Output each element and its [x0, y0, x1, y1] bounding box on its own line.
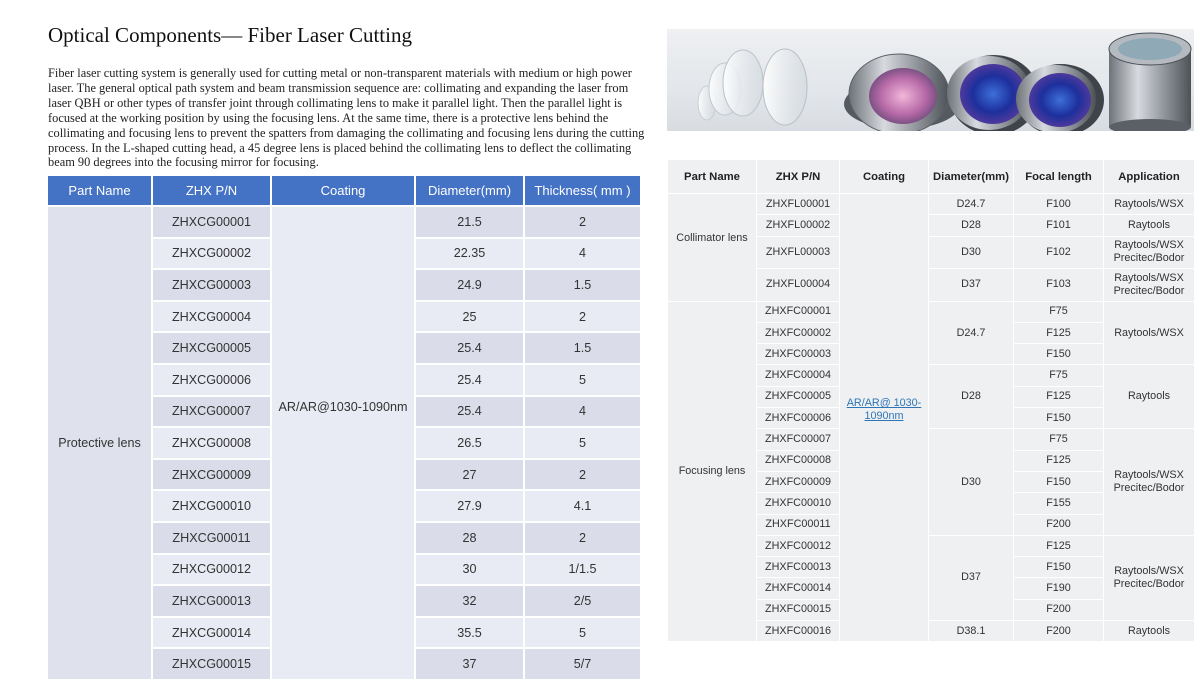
diameter-cell: D24.7 — [929, 301, 1014, 365]
thickness-cell: 1.5 — [525, 270, 640, 300]
pn-cell: ZHXCG00012 — [153, 555, 270, 585]
pn-cell: ZHXCG00013 — [153, 586, 270, 616]
header-diameter: Diameter(mm) — [929, 160, 1014, 194]
coating-cell: AR/AR@1030-1090nm — [272, 207, 414, 679]
pn-cell: ZHXCG00003 — [153, 270, 270, 300]
pn-cell: ZHXCG00004 — [153, 302, 270, 332]
thickness-cell: 2 — [525, 207, 640, 237]
table-row — [48, 207, 640, 237]
pn-cell: ZHXCG00011 — [153, 523, 270, 553]
lens-photo-illustration — [667, 29, 1194, 131]
header-pn: ZHX P/N — [153, 176, 270, 205]
diameter-cell: 25.4 — [416, 333, 523, 363]
pn-cell: ZHXFC00011 — [757, 514, 840, 535]
focal-cell: F101 — [1014, 215, 1104, 236]
diameter-cell: D24.7 — [929, 194, 1014, 215]
page-title: Optical Components— Fiber Laser Cutting — [48, 23, 412, 47]
focal-cell: F150 — [1014, 344, 1104, 365]
thickness-cell: 4.1 — [525, 491, 640, 521]
pn-cell: ZHXFC00006 — [757, 408, 840, 429]
pn-cell: ZHXCG00006 — [153, 365, 270, 395]
focal-cell: F150 — [1014, 471, 1104, 492]
pn-cell: ZHXFL00003 — [757, 236, 840, 269]
pn-cell: ZHXFL00004 — [757, 269, 840, 302]
focal-cell: F75 — [1014, 365, 1104, 386]
pn-cell: ZHXFC00007 — [757, 429, 840, 450]
header-pn: ZHX P/N — [757, 160, 840, 194]
diameter-cell: D37 — [929, 269, 1014, 302]
pn-cell: ZHXFC00008 — [757, 450, 840, 471]
thickness-cell: 5/7 — [525, 649, 640, 679]
protective-lens-table — [46, 174, 642, 681]
part-name-focusing: Focusing lens — [668, 301, 757, 642]
application-cell: Raytools/WSX Precitec/Bodor — [1104, 269, 1195, 302]
header-part-name: Part Name — [668, 160, 757, 194]
pn-cell: ZHXCG00010 — [153, 491, 270, 521]
thickness-cell: 2 — [525, 523, 640, 553]
application-cell: Raytools/WSX Precitec/Bodor — [1104, 236, 1195, 269]
pn-cell: ZHXCG00014 — [153, 618, 270, 648]
pn-cell: ZHXFC00013 — [757, 557, 840, 578]
pn-cell: ZHXFC00005 — [757, 386, 840, 407]
header-application: Application — [1104, 160, 1195, 194]
intro-paragraph: Fiber laser cutting system is generally used for cutting metal or non-transparent materials with medium or high power laser. The general optical path system and beam transmission sequence are: collimating and expanding the laser from laser QBH or other types of transfer joint through collimating lens to make it parallel light. Then the parallel light is focused at the working position by using the focusing lens. At the same time, there is a protective lens behind the collimating and focusing lens to prevent the spatters from damaging the collimating and focusing lens during the cutting process. In the L-shaped cutting head, a 45 degree lens is placed behind the collimating lens to deflect the collimating beam 90 degrees into the focusing mirror for focusing. — [48, 66, 645, 170]
pn-cell: ZHXFC00003 — [757, 344, 840, 365]
diameter-cell: 25.4 — [416, 365, 523, 395]
diameter-cell: 28 — [416, 523, 523, 553]
diameter-cell: 25.4 — [416, 397, 523, 427]
diameter-cell: 25 — [416, 302, 523, 332]
diameter-cell: 26.5 — [416, 428, 523, 458]
header-part-name: Part Name — [48, 176, 151, 205]
focal-cell: F125 — [1014, 386, 1104, 407]
thickness-cell: 5 — [525, 428, 640, 458]
application-cell: Raytools/WSX — [1104, 194, 1195, 215]
diameter-cell: D28 — [929, 365, 1014, 429]
pn-cell: ZHXFC00010 — [757, 493, 840, 514]
diameter-cell: D37 — [929, 535, 1014, 620]
header-thickness: Thickness( mm ) — [525, 176, 640, 205]
thickness-cell: 1/1.5 — [525, 555, 640, 585]
part-name-collimator: Collimator lens — [668, 194, 757, 302]
pn-cell: ZHXFC00012 — [757, 535, 840, 556]
pn-cell: ZHXCG00015 — [153, 649, 270, 679]
pn-cell: ZHXFC00014 — [757, 578, 840, 599]
pn-cell: ZHXFC00015 — [757, 599, 840, 620]
pn-cell: ZHXCG00001 — [153, 207, 270, 237]
diameter-cell: 22.35 — [416, 239, 523, 269]
diameter-cell: 24.9 — [416, 270, 523, 300]
diameter-cell: 21.5 — [416, 207, 523, 237]
focal-cell: F75 — [1014, 301, 1104, 322]
diameter-cell: 30 — [416, 555, 523, 585]
pn-cell: ZHXFC00016 — [757, 621, 840, 642]
part-name-cell: Protective lens — [48, 207, 151, 679]
header-coating: Coating — [272, 176, 414, 205]
application-cell: Raytools — [1104, 215, 1195, 236]
focal-cell: F200 — [1014, 514, 1104, 535]
header-coating: Coating — [840, 160, 929, 194]
pn-cell: ZHXCG00008 — [153, 428, 270, 458]
pn-cell: ZHXCG00002 — [153, 239, 270, 269]
focal-cell: F125 — [1014, 322, 1104, 343]
table-row — [668, 301, 1195, 322]
diameter-cell: 32 — [416, 586, 523, 616]
coating-link[interactable]: AR/AR@ 1030-1090nm — [840, 194, 929, 642]
application-cell: Raytools — [1104, 365, 1195, 429]
header-focal-length: Focal length — [1014, 160, 1104, 194]
focal-cell: F100 — [1014, 194, 1104, 215]
focal-cell: F150 — [1014, 408, 1104, 429]
focal-cell: F150 — [1014, 557, 1104, 578]
focal-cell: F125 — [1014, 535, 1104, 556]
focal-cell: F103 — [1014, 269, 1104, 302]
pn-cell: ZHXCG00009 — [153, 460, 270, 490]
collimator-focusing-lens-table — [667, 159, 1195, 642]
focal-cell: F155 — [1014, 493, 1104, 514]
pn-cell: ZHXFC00004 — [757, 365, 840, 386]
focal-cell: F75 — [1014, 429, 1104, 450]
thickness-cell: 4 — [525, 239, 640, 269]
thickness-cell: 2/5 — [525, 586, 640, 616]
focal-cell: F102 — [1014, 236, 1104, 269]
diameter-cell: 37 — [416, 649, 523, 679]
diameter-cell: D38.1 — [929, 621, 1014, 642]
table-row — [668, 194, 1195, 215]
pn-cell: ZHXFL00002 — [757, 215, 840, 236]
lens-product-photo — [667, 29, 1194, 131]
pn-cell: ZHXCG00007 — [153, 397, 270, 427]
application-cell: Raytools/WSX Precitec/Bodor — [1104, 535, 1195, 620]
thickness-cell: 2 — [525, 302, 640, 332]
application-cell: Raytools/WSX Precitec/Bodor — [1104, 429, 1195, 535]
pn-cell: ZHXFC00001 — [757, 301, 840, 322]
diameter-cell: D30 — [929, 236, 1014, 269]
table-header-row — [48, 176, 640, 205]
thickness-cell: 5 — [525, 365, 640, 395]
thickness-cell: 2 — [525, 460, 640, 490]
focal-cell: F190 — [1014, 578, 1104, 599]
pn-cell: ZHXFC00009 — [757, 471, 840, 492]
diameter-cell: D30 — [929, 429, 1014, 535]
application-cell: Raytools — [1104, 621, 1195, 642]
focal-cell: F125 — [1014, 450, 1104, 471]
application-cell: Raytools/WSX — [1104, 301, 1195, 365]
pn-cell: ZHXFL00001 — [757, 194, 840, 215]
thickness-cell: 1.5 — [525, 333, 640, 363]
diameter-cell: 35.5 — [416, 618, 523, 648]
diameter-cell: 27 — [416, 460, 523, 490]
pn-cell: ZHXCG00005 — [153, 333, 270, 363]
diameter-cell: D28 — [929, 215, 1014, 236]
pn-cell: ZHXFC00002 — [757, 322, 840, 343]
header-diameter: Diameter(mm) — [416, 176, 523, 205]
thickness-cell: 5 — [525, 618, 640, 648]
table-header-row — [668, 160, 1195, 194]
focal-cell: F200 — [1014, 599, 1104, 620]
diameter-cell: 27.9 — [416, 491, 523, 521]
thickness-cell: 4 — [525, 397, 640, 427]
focal-cell: F200 — [1014, 621, 1104, 642]
